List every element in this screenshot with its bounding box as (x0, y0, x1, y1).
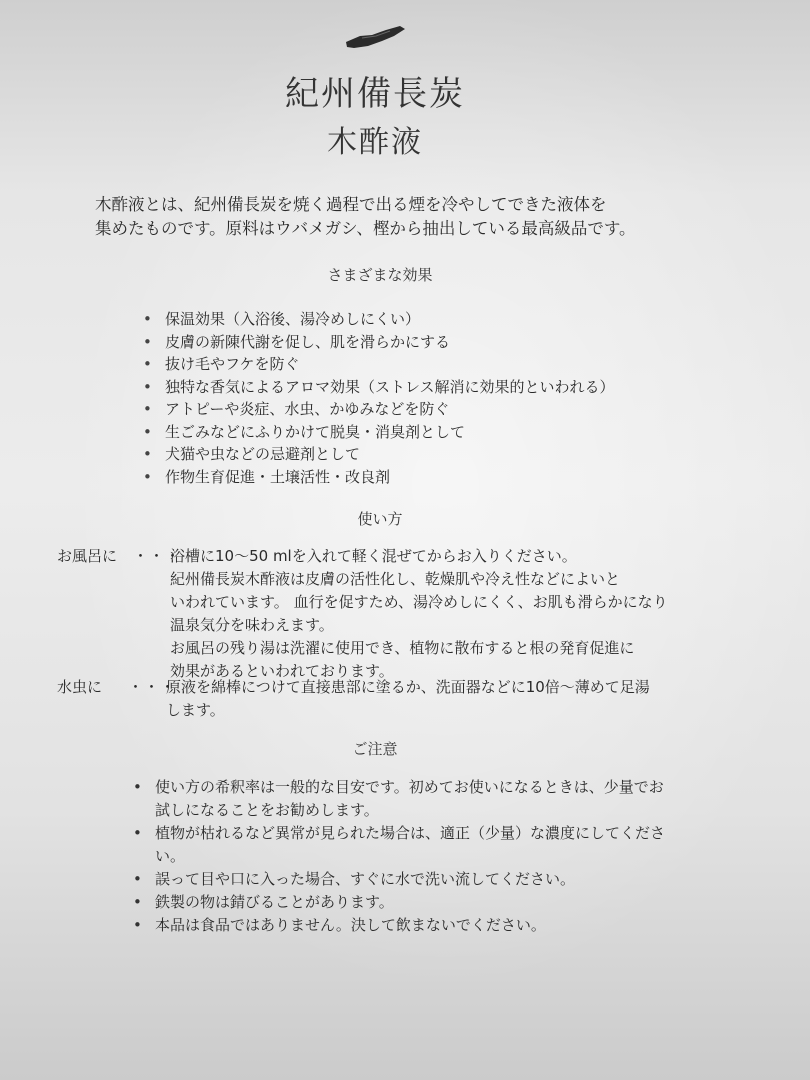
list-item: • 作物生育促進・土壌活性・改良剤 (143, 466, 615, 489)
intro-paragraph (95, 193, 636, 241)
list-item: • 生ごみなどにふりかけて脱臭・消臭剤として (143, 421, 615, 444)
list-item: • 誤って目や口に入った場合、すぐに水で洗い流してください。 (133, 868, 675, 891)
page-title: 紀州備長炭 (285, 74, 465, 114)
list-item: • 犬猫や虫などの忌避剤として (143, 443, 615, 466)
list-item: • 保温効果（入浴後、湯冷めしにくい） (143, 308, 615, 331)
charcoal-icon (342, 22, 408, 52)
caution-list (133, 776, 675, 937)
list-item: • 鉄製の物は錆びることがあります。 (133, 891, 675, 914)
list-item: • 抜け毛やフケを防ぐ (143, 353, 615, 376)
list-item: • 独特な香気によるアロマ効果（ストレス解消に効果的といわれる） (143, 376, 615, 399)
usage-bath-line: いわれています。 血行を促すため、湯冷めしにくく、お肌も滑らかになり (170, 593, 668, 611)
caution-heading: ご注意 (352, 740, 398, 758)
usage-athlete (0, 676, 810, 726)
usage-heading: 使い方 (357, 510, 403, 528)
usage-athlete-line: 原液を綿棒につけて直接患部に塗るか、洗面器などに10倍～薄めて足湯 (166, 678, 650, 696)
effects-heading: さまざまな効果 (327, 266, 433, 284)
usage-bath-dots: ・・・ (133, 547, 182, 565)
usage-athlete-label: 水虫に (57, 678, 103, 696)
usage-bath-label: お風呂に (57, 547, 118, 565)
usage-bath-line: お風呂の残り湯は洗濯に使用でき、植物に散布すると根の発育促進に (170, 639, 635, 657)
intro-line: 木酢液とは、紀州備長炭を焼く過程で出る煙を冷やしてできた液体を (95, 195, 607, 214)
intro-line: 集めたものです。原料はウバメガシ、樫から抽出している最高級品です。 (95, 219, 636, 238)
list-item: • 使い方の希釈率は一般的な目安です。初めてお使いになるときは、少量でお試しになることをお勧めします。 (133, 776, 675, 822)
usage-athlete-dots: ・・・ (128, 678, 177, 696)
list-item: • 本品は食品ではありません。決して飲まないでください。 (133, 914, 675, 937)
usage-athlete-line: します。 (166, 701, 225, 719)
usage-bath (0, 545, 810, 685)
usage-bath-line: 効果があるといわれております。 (170, 662, 394, 680)
page-subtitle: 木酢液 (327, 125, 423, 160)
list-item: • 植物が枯れるなど異常が見られた場合は、適正（少量）な濃度にしてください。 (133, 822, 675, 868)
usage-bath-line: 温泉気分を味わえます。 (170, 616, 334, 634)
list-item: • 皮膚の新陳代謝を促し、肌を滑らかにする (143, 331, 615, 354)
list-item: • アトピーや炎症、水虫、かゆみなどを防ぐ (143, 398, 615, 421)
effects-list (143, 308, 615, 488)
usage-bath-line: 紀州備長炭木酢液は皮膚の活性化し、乾燥肌や冷え性などによいと (170, 570, 621, 588)
usage-bath-line: 浴槽に10～50 mlを入れて軽く混ぜてからお入りください。 (170, 547, 577, 565)
